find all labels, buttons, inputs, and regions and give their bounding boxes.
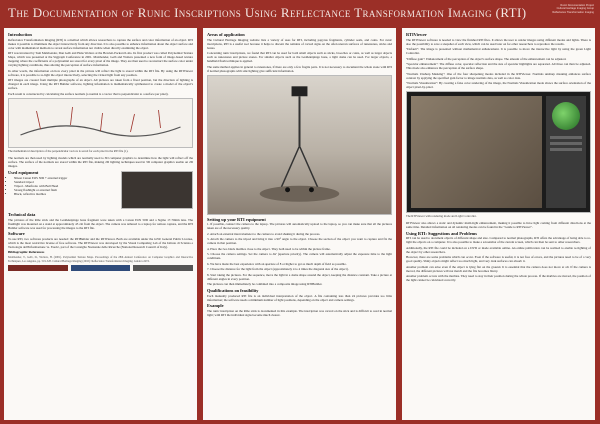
paragraph: Additionally, the RTI file could be included on a DVD or made available online. An online publication can be realized to enable re-lighting of the object by other researchers. [406,245,591,254]
institution-logo [8,265,68,271]
paragraph: RTIViewer also allows a static and dynamic multi-light enhancement, making it possible to have light coming from different directions at the same time. Detailed information on all rendering modes can be found in the "Guide to RTIViewer". [406,221,591,229]
setup-step: 8. Start taking the pictures. For the sequence, move the light in a dome shape around the object, keeping the distance constant. Take a picture at different angles in every position. [207,272,392,281]
column-left [4,28,197,420]
section-heading: Software [8,231,25,237]
author-line: Reflectance Transformation Imaging [552,10,594,14]
camera-setup-illustration [208,76,391,214]
author-block [499,4,594,14]
section-heading: Bibliographic References [8,250,45,255]
section-heading: Areas of application [207,32,245,37]
list-item: • Strong flashlight or external flash [14,188,118,192]
poster-title: The Documentation of Runic Inscriptions Using Reflectance Transformation Imaging (RTI) [8,5,527,20]
paragraph: Concerning runic inscriptions, we found that RTI can be used for both small objects such as sticks, brooches or coins, as well as larger objects such as runestones and picture stones. For smaller objects such as the Løddeköpinge bone, a light dome can be used. For larger objects, a handheld flash technique is applied. [207,51,392,64]
setup-step: 4. Place the two black marbles close to the object. They both need to be within the picture frame. [207,246,331,251]
institution-logo [71,265,131,271]
logo-strip [8,265,193,271]
section-heading: Setting up your RTI equipment [207,216,266,222]
rendering-mode-bar [550,148,582,151]
bibliography: Malzbender, T., Gelb, D., Wolters, H. (2001). Polynomial Texture Maps. Proceedings of the 28th Annual Conference on Computer Graphics and Interactive Techniques, Los Angeles, pp. 519-528. Cultural Heritage Imaging (2010): Reflectance Transformation Imaging. Guide to RTI. [8,256,193,263]
list-item: • Tripod - Manfrotto with Ball Head [14,184,118,188]
paragraph: The pictures can then immediately be combined into a composite image using RTIBuilder. [207,282,323,287]
paragraph: Reflectance Transformation Imaging (RTI) is a method which allows researchers to capture the surface and color information of an object. RTI makes it possible to illuminate the object interactively from any direction. It is also possible to enhance information about the object surface and color with mathematical methods to reveal surface information not visible when directly examining the object. [8,37,193,50]
rendering-mode-bar [550,142,582,145]
list-item: • Standard tripod [14,180,118,184]
setup-step: 3. Attach the camera to the tripod and bring it into a 90° angle to the object. Choose the section of the object you want to capture and fix the camera in that position. [207,237,392,246]
section-heading: Used equipment [8,170,39,175]
paragraph: The RTIViewer software is needed to view the finished RTI files. It allows the user to render images using different modes and lights. There is also the possibility to save a snapshot of each view, which can be used later on for other researchers to reproduce the results. [406,37,591,46]
equipment-photo [121,171,193,209]
rtiviewer-screenshot [406,91,591,213]
setup-photo [207,75,392,215]
institution-logo [133,265,193,271]
column-right [402,28,595,420]
paragraph: "Normals Visualization": By creating a false color rendering of the image, the Normals Visualization mode shows the surface orientation of the object pixel-by-pixel. [406,81,591,90]
paragraph: "Default": The image is presented without mathematical enhancement. It is possible to move the interactive light by using the green Light Controller. [406,47,591,56]
paragraph: Each manually produced RTI file is an individual interpretation of the object. A file containing less than 24 pictures provides too little information; the software needs a minimum number of light positions, depending on the object and camera settings. [207,293,392,302]
section-heading: Example [207,303,224,309]
paragraph: To use RTI, two software products are needed: the RTIBuilder and the RTIViewer. Both are available under the GNU General Public License, which is the most restrictive license of free software. The RTIViewer was developed by the Visual Computing Lab of the Istituto di Scienza e Tecnologie dell'Informazione 'A. Faedo', part of the Consiglio Nazionale delle Ricerche (National Research Council of Italy). [8,236,193,249]
section-heading: Technical data [8,212,36,217]
paragraph: However, there are some problems which can occur. Even if the software is useful, it is not free of errors, and the pictures need to be of a very good quality. Shiny objects might reflect too much light, and very dark surfaces can absorb it. [406,255,591,264]
paragraph: Another problem can arise even if the object is lying flat on the ground. It is essential that the camera does not move at all. If the camera is moved, the different pictures will not match and the file becomes blurry. [406,264,591,273]
viewer-canvas [411,96,542,208]
paragraph: "Diffuse gain": Enhancement of the perception of the object's surface shape. The amount of the enhancement can be adjusted. [406,56,567,61]
figure-caption: The RTIViewer with rendering mode and Light Controller. [406,214,477,219]
list-item: • Black, reflective marbles [14,192,118,196]
paragraph: In other words, the information on how every pixel in the picture will reflect the light is stored within the RTI file. By using the RTIViewer software, it is possible to re-light the object interactively, selecting the virtual light from any position. [8,68,193,77]
paragraph: Another problem occurs with the marbles. They need to stay in their position during the whole process. If the marbles are moved, the position of the light cannot be calculated correctly. [406,274,591,283]
setup-step: 6. We have made the best experience with an aperture of 8 or higher to get as much depth of field as possible. [207,261,347,266]
paragraph: The normals are then used by lighting models which are normally used to 3D computer graphics to determine how the light will reflect off the surface. The surface of the normals are stored within the RTI file, making 2D lighting techniques used in 3D computer graphics usable on 2D images. [8,155,193,168]
paragraph: The Cultural Heritage Imaging website lists a variety of uses for RTI, including papyrus fragments, cylinder seals, and coins. For runic inscriptions, RTI is a useful tool because it helps to discern the remains of carved signs on the often uneven surfaces of runestones, sticks and bones. [207,37,392,50]
paragraph: RTI was invented by Tom Malzbender, Dan Gelb and Hans Wolters at the Hewlett-Packard Labs. Its first product was called Polynomial Texture Maps, which was presented at the Siggraph Conference in 2001. Malzbender, Gelb and Wolters presented a new form of image-based texture mapping where the coefficients of a polynomial are stored for every pixel of the image. They are then used to reconstruct the surface color under varying lighting conditions, thus altering the perception of surface information. [8,51,193,68]
paragraph: "Specular enhancement": The diffuse color, specular reflection and the size of specular highlights are separated. All three can then be adjusted. This mode also enhances the perception of the surface shape. [406,62,591,71]
section-heading: Using RTI: Suggestions and Problems [406,230,478,236]
section-heading: RTIViewer [406,32,427,37]
paragraph: The pictures of the Ribe stick and the Løddeköpinge bone fragment were taken with a Canon EOS 50D and a Sigma 17-70mm lens. The flashlight was mounted on a stand at approximately 45 cm from the object. The camera was tethered to a laptop for remote capture, and the RTI Builder software was used for processing the images to the RTI file. [8,217,193,230]
normals-illustration [9,99,192,147]
paragraph: Each result is constructed by calculating the surface normals (a normal is a vector that is perpendicular to a surface per pixel). [8,91,169,96]
section-heading: Qualifications on feasibility [207,287,259,293]
normals-diagram [8,98,193,148]
list-item: • Nikon Canon EOS 50D + external trigger [14,176,118,180]
viewer-control-panel [546,96,586,208]
section-heading: Introduction [8,32,32,37]
figure-caption: The mathematical description of the perpendicular vectors is saved for each pixel in the RTI file (1). [8,148,129,153]
author-line: Cultural Heritage Imaging Group [556,7,594,11]
setup-step: 1. If possible, connect the camera to the laptop. The pictures will automatically upload to the laptop, so you can make sure that all the pictures taken are of the necessary quality. [207,222,392,231]
paragraph: RTI can be used to document objects of different shape and size. Compared to normal photographs, RTI offers the advantage of being able to re-light the objects on a computer. It is also possible to make a screenshot of the current screen, which can then be sent to other researchers. [406,236,591,245]
paragraph: The runic inscription on the Ribe stick is documented in this example. The inscription was carved on the stick and is difficult to read in normal light; with RTI the individual signs become much clearer. [207,308,392,317]
light-controller [552,102,580,130]
equipment-list [8,176,118,196]
paragraph: RTI images are created from multiple photographs of an object. All pictures are taken from a fixed position, but the direction of lighting is changed in each image. Using the RTI Builder software, lighting information is mathematically synthesized to create a model of the object's surface. [8,78,193,91]
column-middle [203,28,396,420]
setup-step: 5. Choose the camera settings. Set the camera to AV (aperture priority). The camera will automatically adjust the exposure time to the light conditions. [207,252,392,261]
setup-step: 2. Attach an external intervalometer to the camera to avoid shaking it during the process. [207,231,321,236]
paragraph: The same method applies in general to runestones, if there are only a few fragile parts. It is not necessary to document the whole stone with RTI if normal photographs with side lighting give sufficient information. [207,64,392,73]
setup-step: 7. Choose the distance for the light from the object (approximately 4 to 4 times the diagonal size of the object). [207,267,349,272]
author-line: Runic Documentation Project [560,4,594,7]
rendering-mode-bar [550,136,582,139]
paragraph: "Normals Unsharp Masking": One of the four sharpening modes included in the RTIViewer. Normals unsharp masking enhances surface contrast by applying the specified gain factor to image normals data, as well as color data. [406,71,591,80]
